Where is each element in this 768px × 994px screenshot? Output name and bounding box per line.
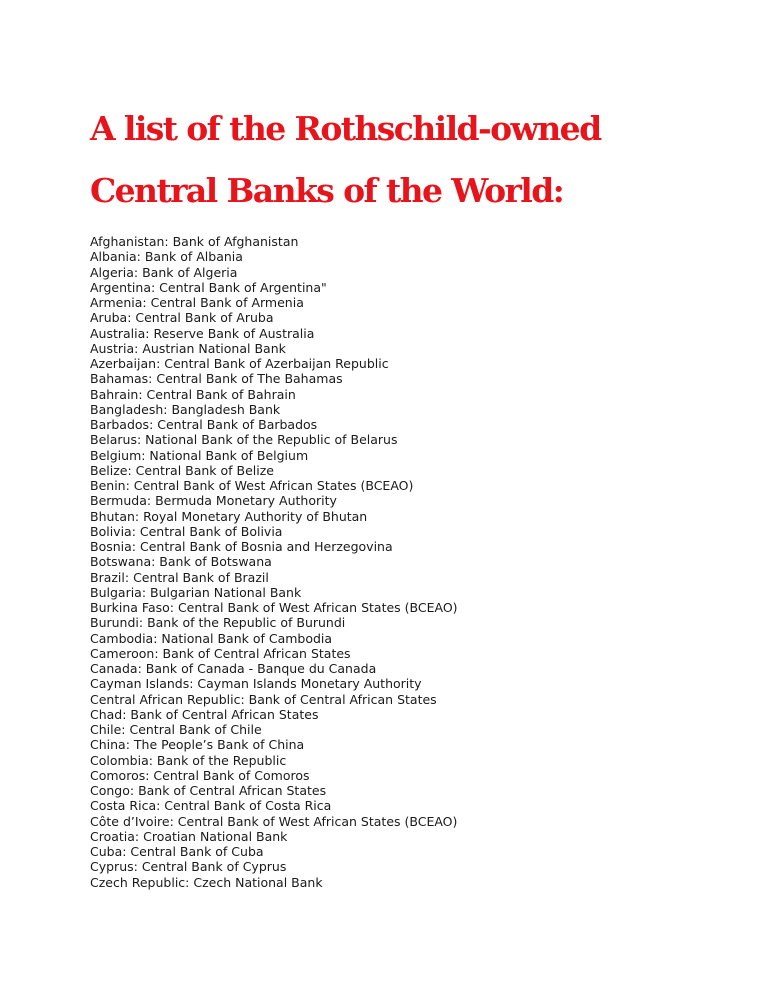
list-item: Bosnia: Central Bank of Bosnia and Herzegovina <box>90 539 393 554</box>
list-item: Cameroon: Bank of Central African States <box>90 645 351 661</box>
list-item: Afghanistan: Bank of Afghanistan <box>90 234 299 249</box>
list-item: Botswana: Bank of Botswana <box>90 554 272 570</box>
list-item: Belarus: National Bank of the Republic of Belarus <box>90 432 398 448</box>
list-item: Côte d’Ivoire: Central Bank of West African States (BCEAO) <box>90 813 458 829</box>
list-item: Algeria: Bank of Algeria <box>90 264 238 280</box>
list-item: Chile: Central Bank of Chile <box>90 722 262 737</box>
list-item: Cyprus: Central Bank of Cyprus <box>90 859 287 875</box>
list-item: Burkina Faso: Central Bank of West African States (BCEAO) <box>90 600 458 615</box>
list-item: Cambodia: National Bank of Cambodia <box>90 630 333 646</box>
list-item: Bahrain: Central Bank of Bahrain <box>90 386 296 402</box>
list-item: Armenia: Central Bank of Armenia <box>90 295 304 310</box>
list-item: Colombia: Bank of the Republic <box>90 752 287 768</box>
list-item: Comoros: Central Bank of Comoros <box>90 767 310 783</box>
list-item: Aruba: Central Bank of Aruba <box>90 310 274 326</box>
central-bank-list <box>90 234 458 890</box>
list-item: Congo: Bank of Central African States <box>90 783 327 798</box>
list-item: Argentina: Central Bank of Argentina" <box>90 279 327 295</box>
title-line-1: A list of the Rothschild-owned <box>90 109 601 148</box>
list-item: Bolivia: Central Bank of Bolivia <box>90 523 283 539</box>
list-item: Albania: Bank of Albania <box>90 249 243 265</box>
list-item: Belize: Central Bank of Belize <box>90 462 274 478</box>
list-item: Bulgaria: Bulgarian National Bank <box>90 584 302 600</box>
list-item: Chad: Bank of Central African States <box>90 706 319 722</box>
list-item: Barbados: Central Bank of Barbados <box>90 417 318 432</box>
document-title <box>90 98 601 222</box>
list-item: Cayman Islands: Cayman Islands Monetary Authority <box>90 676 422 692</box>
list-item: Bhutan: Royal Monetary Authority of Bhutan <box>90 508 368 524</box>
list-item: Bahamas: Central Bank of The Bahamas <box>90 371 343 387</box>
list-item: Burundi: Bank of the Republic of Burundi <box>90 615 346 631</box>
list-item: Belgium: National Bank of Belgium <box>90 447 309 463</box>
list-item: Costa Rica: Central Bank of Costa Rica <box>90 798 332 814</box>
list-item: Cuba: Central Bank of Cuba <box>90 844 264 859</box>
list-item: Bermuda: Bermuda Monetary Authority <box>90 493 337 509</box>
list-item: Central African Republic: Bank of Central African States <box>90 691 437 707</box>
list-item: Czech Republic: Czech National Bank <box>90 874 323 890</box>
list-item: Canada: Bank of Canada - Banque du Canada <box>90 661 377 676</box>
list-item: Croatia: Croatian National Bank <box>90 828 288 844</box>
list-item: Australia: Reserve Bank of Australia <box>90 325 315 341</box>
list-item: Benin: Central Bank of West African States (BCEAO) <box>90 478 414 493</box>
title-line-2: Central Banks of the World: <box>90 171 564 210</box>
list-item: Austria: Austrian National Bank <box>90 340 286 356</box>
list-item: Azerbaijan: Central Bank of Azerbaijan Republic <box>90 356 389 371</box>
list-item: Bangladesh: Bangladesh Bank <box>90 401 281 417</box>
list-item: China: The People’s Bank of China <box>90 737 305 753</box>
list-item: Brazil: Central Bank of Brazil <box>90 569 269 585</box>
